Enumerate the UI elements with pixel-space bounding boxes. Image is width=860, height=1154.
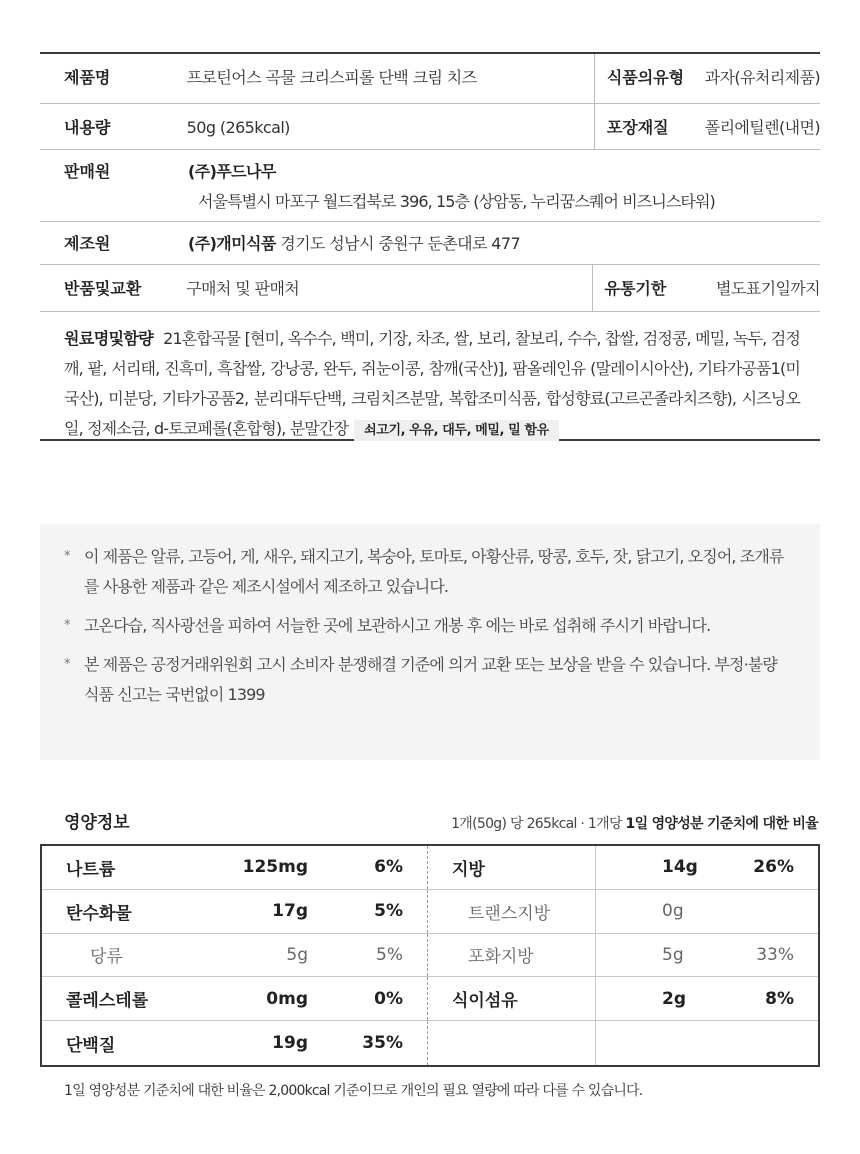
nutrient-percent: 6% <box>308 846 428 889</box>
nutrition-row <box>42 934 818 978</box>
ingredients-label: 원료명및함량 <box>64 329 154 348</box>
nutrient-name: 당류 <box>90 947 123 968</box>
nutrient-percent: 33% <box>756 944 794 965</box>
nutrient-amount: 2g <box>662 988 686 1009</box>
packaging-label: 포장재질 <box>594 104 699 149</box>
ingredients-text <box>64 324 800 446</box>
nutrient-amount: 0g <box>662 901 684 922</box>
nutrient-percent: 35% <box>308 1021 428 1065</box>
nutrient-name: 트랜스지방 <box>428 890 596 933</box>
packaging-value: 폴리에틸렌(내면) <box>704 118 820 137</box>
asterisk-icon: * <box>64 657 70 672</box>
nutrient-name: 단백질 <box>66 1035 116 1056</box>
return-label: 반품및교환 <box>64 279 142 298</box>
nutrient-amount: 5g <box>662 944 684 965</box>
nutrition-basis <box>451 813 820 833</box>
contents-label: 내용량 <box>64 118 111 137</box>
seller-value <box>176 150 715 221</box>
ingredients-row <box>40 312 820 439</box>
nutrient-amount <box>596 1021 696 1065</box>
nutrition-table <box>40 844 820 1067</box>
nutrient-percent: 5% <box>308 890 428 933</box>
nutrition-basis-normal: 1개(50g) 당 265kcal · 1개당 <box>451 816 622 832</box>
product-name-row <box>40 54 820 104</box>
asterisk-icon: * <box>64 618 70 633</box>
food-type-label: 식품의유형 <box>594 54 699 103</box>
return-value: 구매처 및 판매처 <box>186 279 300 298</box>
notice-item <box>64 611 790 641</box>
notice-item <box>64 542 790 602</box>
nutrition-footnote: 1일 영양성분 기준치에 대한 비율은 2,000kcal 기준이므로 개인의 필요 열량에 따라 다를 수 있습니다. <box>64 1083 643 1099</box>
nutrient-name: 지방 <box>428 846 596 889</box>
notice-text: 고온다습, 직사광선을 피하여 서늘한 곳에 보관하시고 개봉 후 에는 바로 섭취해 주시기 바랍니다. <box>84 616 711 635</box>
nutrient-amount: 14g <box>662 857 698 878</box>
contents-value: 50g (265kcal) <box>186 118 290 137</box>
maker-address: 경기도 성남시 중원구 둔촌대로 477 <box>280 234 521 253</box>
nutrition-row <box>42 1021 818 1065</box>
asterisk-icon: * <box>64 549 70 564</box>
nutrient-amount: 5g <box>286 944 308 965</box>
nutrition-row <box>42 890 818 934</box>
maker-row <box>40 222 820 265</box>
nutrient-name: 식이섬유 <box>428 977 596 1020</box>
nutrition-header <box>40 808 820 833</box>
nutrition-basis-bold: 1일 영양성분 기준치에 대한 비율 <box>625 816 818 832</box>
nutrient-name <box>428 1021 596 1065</box>
product-name-value: 프로틴어스 곡물 크리스피롤 단백 크림 치즈 <box>186 68 477 87</box>
nutrient-percent: 8% <box>765 988 794 1009</box>
food-type-value: 과자(유처리제품) <box>704 68 820 87</box>
expiry-value: 별도표기일까지 <box>716 279 821 298</box>
notice-item <box>64 650 790 710</box>
expiry-label: 유통기한 <box>592 265 697 311</box>
ingredients-value: 21혼합곡물 [현미, 옥수수, 백미, 기장, 차조, 쌀, 보리, 찰보리, 수수, 찹쌀, 검정콩, 메밀, 녹두, 검정깨, 팥, 서리태, 진흑미, 흑찹쌀, 강낭콩, 완두, 쥐눈이콩, 참깨(국산)], 팜올레인유 (말레이시아산), 기타가공품1(미국산), 미분당, 기타가공품2, 분리대두단백, 크림치즈분말, 복합조미식품, 합성향료(고르곤졸라치즈향), 시즈닝오일, 정제소금, d-토코페롤(혼합형), 분말간장 <box>64 329 800 438</box>
return-row <box>40 265 820 312</box>
maker-name: (주)개미식품 <box>188 234 276 253</box>
product-info-table <box>40 52 820 441</box>
allergen-badge: 쇠고기, 우유, 대두, 메밀, 밀 함유 <box>354 420 559 441</box>
nutrition-title: 영양정보 <box>64 813 130 833</box>
nutrition-row <box>42 846 818 890</box>
seller-label: 판매원 <box>64 162 111 181</box>
nutrient-amount: 19g <box>272 1033 308 1054</box>
notice-text: 이 제품은 알류, 고등어, 게, 새우, 돼지고기, 복숭아, 토마토, 아황산류, 땅콩, 호두, 잣, 닭고기, 오징어, 조개류를 사용한 제품과 같은 제조시설에서 제조하고 있습니다. <box>84 547 784 596</box>
contents-row <box>40 104 820 150</box>
seller-row <box>40 150 820 222</box>
nutrient-name: 탄수화물 <box>66 903 132 924</box>
notice-text: 본 제품은 공정거래위원회 고시 소비자 분쟁해결 기준에 의거 교환 또는 보상을 받을 수 있습니다. 부정·불량식품 신고는 국번없이 1399 <box>84 655 777 704</box>
nutrient-percent: 0% <box>308 977 428 1020</box>
nutrient-percent: 5% <box>308 934 428 977</box>
notice-box <box>40 524 820 760</box>
maker-value <box>176 222 520 264</box>
seller-name: (주)푸드나무 <box>188 162 276 181</box>
nutrient-percent <box>696 1021 818 1065</box>
nutrient-amount: 17g <box>272 901 308 922</box>
nutrient-name: 포화지방 <box>428 934 596 977</box>
nutrient-amount: 0mg <box>266 988 308 1009</box>
nutrient-name: 나트륨 <box>66 859 116 880</box>
seller-address: 서울특별시 마포구 월드컵북로 396, 15층 (상암동, 누리꿈스퀘어 비즈니스타워) <box>198 192 715 211</box>
nutrient-amount: 125mg <box>242 857 308 878</box>
nutrient-percent <box>696 890 818 933</box>
maker-label: 제조원 <box>64 234 111 253</box>
nutrient-percent: 26% <box>753 857 794 878</box>
nutrition-row <box>42 977 818 1021</box>
product-name-label: 제품명 <box>64 68 111 87</box>
nutrient-name: 콜레스테롤 <box>66 991 149 1012</box>
